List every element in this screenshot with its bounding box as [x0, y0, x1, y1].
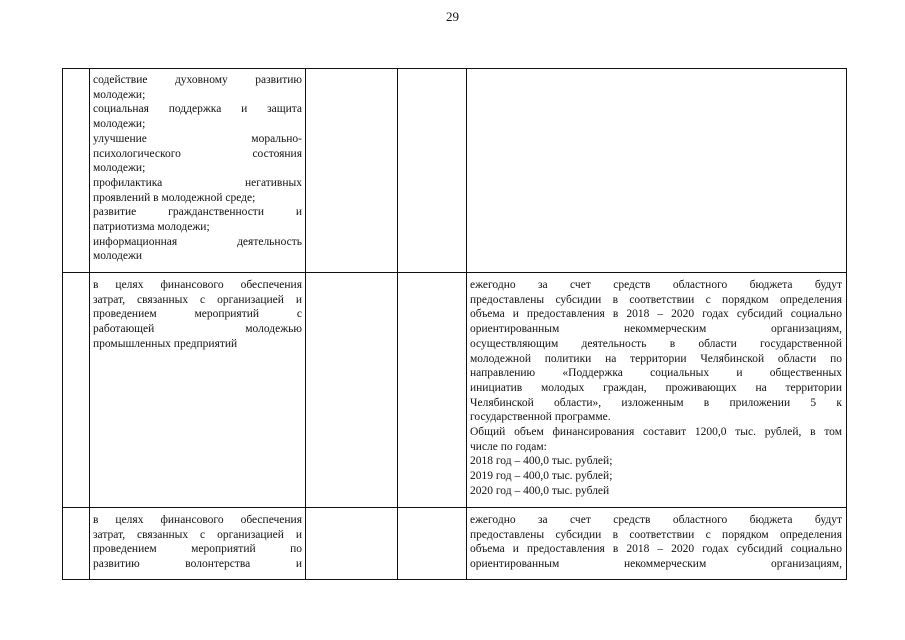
text-line: в целях финансового обеспечения	[93, 514, 302, 526]
column-border	[305, 68, 306, 580]
text-line: предоставлены субсидии в соответствии с порядком определения	[470, 293, 842, 306]
page-number: 29	[446, 9, 459, 24]
row-border	[62, 579, 847, 580]
text-line: числе по годам:	[470, 440, 547, 453]
text-line: молодежи;	[93, 118, 146, 131]
text-line: осуществляющим деятельность в области государственной	[470, 337, 842, 350]
text-line: социальная поддержка и защита	[93, 103, 302, 116]
column-border	[466, 68, 467, 580]
text-line: ориентированным некоммерческим организациям,	[470, 558, 842, 571]
text-line: Челябинской области», изложенным в приложении 5 к	[470, 396, 842, 409]
table-row-1-result-cell	[470, 73, 842, 271]
text-line: 2020 год – 400,0 тыс. рублей	[470, 484, 610, 497]
text-line: ежегодно за счет средств областного бюджета будут	[470, 514, 842, 526]
text-line: инициатив молодых граждан, проживающих на территории	[470, 381, 842, 394]
text-line: объема и предоставления в 2018 – 2020 годах субсидий социально	[470, 308, 842, 321]
text-line: 2019 год – 400,0 тыс. рублей;	[470, 470, 613, 483]
text-line: содействие духовному развитию	[93, 74, 302, 86]
text-line: проявлений в молодежной среде;	[93, 191, 256, 204]
text-line: работающей молодежью	[93, 323, 302, 336]
text-line: затрат, связанных с организацией и	[93, 528, 302, 541]
text-line: профилактика негативных	[93, 176, 302, 189]
column-border	[62, 68, 63, 580]
text-line: психологического состояния	[93, 147, 302, 160]
text-line: государственной программе.	[470, 411, 611, 424]
text-line: развитие гражданственности и	[93, 206, 302, 219]
text-line: проведением мероприятий с	[93, 308, 302, 321]
text-line: направлению «Поддержка социальных и общественных	[470, 367, 842, 380]
table-row-3-task-cell	[93, 513, 302, 578]
text-line: промышленных предприятий	[93, 337, 238, 350]
text-line: в целях финансового обеспечения	[93, 279, 302, 291]
text-line: ориентированным некоммерческим организациям,	[470, 323, 842, 336]
text-line: молодежи;	[93, 162, 146, 175]
text-line: молодежи;	[93, 88, 146, 101]
column-border	[89, 68, 90, 580]
text-line: улучшение морально-	[93, 132, 302, 145]
text-line: предоставлены субсидии в соответствии с порядком определения	[470, 528, 842, 541]
text-line: Общий объем финансирования составит 1200,0 тыс. рублей, в том	[470, 426, 842, 439]
text-line: развитию волонтерства и	[93, 558, 302, 571]
text-line: молодежной политики на территории Челябинской области по	[470, 352, 842, 365]
text-line: проведением мероприятий по	[93, 543, 302, 556]
table-row-3-result-cell	[470, 513, 842, 578]
text-line: затрат, связанных с организацией и	[93, 293, 302, 306]
text-line: объема и предоставления в 2018 – 2020 годах субсидий социально	[470, 543, 842, 556]
column-border	[397, 68, 398, 580]
table-row-1-task-cell	[93, 73, 302, 271]
row-border	[62, 68, 847, 69]
row-border	[62, 507, 847, 508]
text-line: 2018 год – 400,0 тыс. рублей;	[470, 455, 613, 468]
text-line: информационная деятельность	[93, 235, 302, 248]
table-row-2-task-cell	[93, 278, 302, 506]
column-border	[846, 68, 847, 580]
text-line: патриотизма молодежи;	[93, 221, 210, 234]
row-border	[62, 272, 847, 273]
table-row-2-result-cell	[470, 278, 842, 506]
text-line: молодежи	[93, 250, 143, 263]
text-line: ежегодно за счет средств областного бюджета будут	[470, 279, 842, 291]
